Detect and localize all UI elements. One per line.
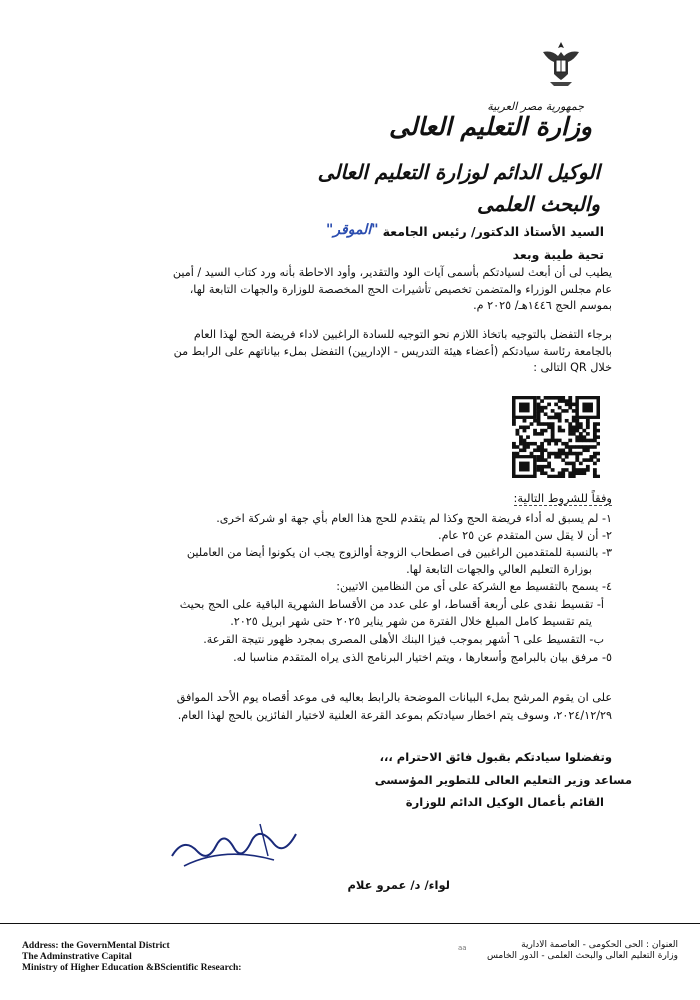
qr-code[interactable] [512,396,600,478]
deadline-line-2: ٢٠٢٤/١٢/٢٩، وسوف يتم اخطار سيادتكم بموعد القرعة العلنية لاختيار الفائزين بالحج لهذا العام. [177,709,612,722]
signatory-title-2: القائم بأعمال الوكيل الدائم للوزارة [405,795,604,809]
condition-4b: ب- التقسيط على ٦ أشهر بموجب فيزا البنك الأهلى المصرى بمجرد ظهور نتيجة القرعة. [203,633,604,646]
footer-address-english [22,940,241,973]
signatory-name: لواء/ د/ عمرو علام [347,878,450,892]
footer-line: The Adminstrative Capital [22,951,132,962]
greeting: تحية طيبة وبعد [512,247,604,262]
undersecretary-title-cont: والبحث العلمى [476,192,600,216]
footer-line: Address: the GovernMental District [22,940,170,951]
paragraph-line: خلال QR التالى : [533,361,612,374]
honorific-stamp: "الموقر" [326,222,379,238]
country-name: جمهورية مصر العربية [487,100,584,113]
paragraph-line: يطيب لى أن أبعث لسيادتكم بأسمى آيات الود والتقدير، وأود الاحاطة بأنه ورد كتاب السيد / أمين [172,266,612,279]
paragraph-line: بموسم الحج ١٤٤٦هـ/ ٢٠٢٥ م. [473,299,612,312]
undersecretary-title: الوكيل الدائم لوزارة التعليم العالى [317,160,600,184]
signatory-title-1: مساعد وزير التعليم العالى للتطوير المؤسسى [374,773,632,787]
eagle-emblem-icon [538,38,584,88]
paragraph-line: بالجامعة رئاسة سيادتكم (أعضاء هيئة التدريس - الإداريين) التفضل بملء بياناتهم على الرابط من [173,344,612,358]
condition-1: ١- لم يسبق له أداء فريضة الحج وكذا لم يتقدم للحج هذا العام بأي جهة او شركة اخرى. [216,512,612,525]
handwritten-signature [164,816,304,874]
footer-line: وزارة التعليم العالى والبحث العلمى - الدور الخامس [486,951,678,961]
footer-divider [0,923,700,924]
addressee: السيد الأستاذ الدكتور/ رئيس الجامعة [382,224,604,239]
condition-5: ٥- مرفق بيان بالبرامج وأسعارها ، ويتم اختيار البرنامج الذى يراه المتقدم مناسبا له. [233,651,612,664]
footer-mark: aa [458,944,467,952]
closing: وتفضلوا سيادتكم بقبول فائق الاحترام ،،، [379,750,612,764]
conditions-title: وفقاً للشروط التالية: [513,491,612,505]
paragraph-line: برجاء التفضل بالتوجيه باتخاذ اللازم نحو التوجيه للسادة الراغبين لاداء فريضة الحج لهذا العام [193,328,612,341]
paragraph-2 [92,327,612,377]
condition-2: ٢- أن لا يقل سن المتقدم عن ٢٥ عام. [438,529,612,542]
condition-3-cont: بوزارة التعليم العالي والجهات التابعة لها. [406,563,592,576]
deadline-line-1: على ان يقوم المرشح بملء البيانات الموضحة بالرابط بعاليه فى موعد أقصاه يوم الأحد الموافق [176,691,612,704]
footer-address-arabic [487,940,678,962]
condition-4a: أ- تقسيط نقدى على أربعة أقساط، او على عدد من الأقساط الشهرية الباقية على الحج بحيث [179,598,604,611]
footer-line: Ministry of Higher Education &BScientific Research: [22,962,242,973]
footer-line: العنوان : الحى الحكومى - العاصمة الادارية [521,940,678,950]
paragraph-line: عام مجلس الوزراء والمتضمن تخصيص تأشيرات الحج المخصصة للوزارة والجهات التابعة لها، [189,282,612,296]
condition-4a-cont: يتم تقسيط كامل المبلغ خلال الفترة من شهر يناير ٢٠٢٥ حتى شهر ابريل ٢٠٢٥. [230,615,592,628]
condition-4: ٤- يسمح بالتقسيط مع الشركة على أى من النظامين الاتيين: [336,580,612,593]
ministry-name: وزارة التعليم العالى [389,112,592,141]
paragraph-1 [92,265,612,315]
condition-3: ٣- بالنسبة للمتقدمين الراغبين فى اصطحاب الزوجة أوالزوج يجب ان يكونوا أيضا من العاملين [186,546,612,559]
